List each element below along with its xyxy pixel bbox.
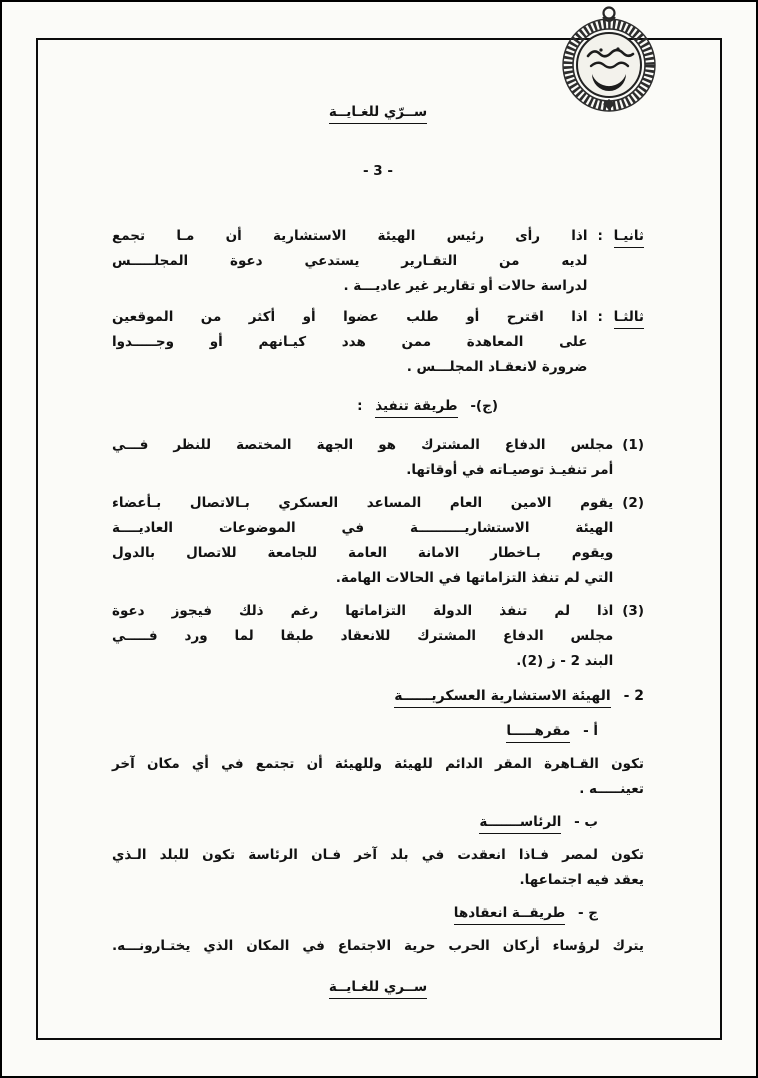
classification-bottom <box>112 975 644 1000</box>
classification-top-text: ســرّي للغـايــة <box>329 104 427 124</box>
text-line: ويقوم بـاخطار الامانة العامة للجامعة للاتصال بالدول <box>112 545 614 561</box>
advisory-body-heading-prefix: 2 - <box>623 688 644 704</box>
text-line: مجلس الدفاع المشترك للانعقاد طبقا لما ورد فـــــي <box>112 628 614 644</box>
clause-third-separator: : <box>597 309 603 325</box>
subsection-a-paragraph <box>112 752 644 802</box>
text-line: على المعاهدة ممن هدد كيـانهم أو وجـــــدوا <box>112 334 588 350</box>
text-line: اذا اقترح أو طلب عضوا أو أكثر من الموقعين <box>112 309 588 325</box>
subsection-c-paragraph <box>112 934 644 959</box>
text-line: التي لم تنفذ التزاماتها في الحالات الهامة. <box>335 570 614 586</box>
method-item-1 <box>112 433 644 483</box>
advisory-body-heading <box>112 684 644 709</box>
clause-second-body <box>112 224 587 299</box>
arab-league-seal-icon <box>560 4 658 112</box>
method-item-2 <box>112 491 644 591</box>
method-item-2-number: (2) <box>622 495 644 511</box>
subsection-c-prefix: ج - <box>577 905 598 921</box>
subsection-a-prefix: أ - <box>583 723 598 739</box>
clause-second-label-text: ثانيـا <box>614 228 644 248</box>
text-line: ضرورة لانعقـاد المجلـــس . <box>406 359 588 375</box>
method-item-1-number: (1) <box>622 437 644 453</box>
clause-third-body <box>112 305 587 380</box>
method-heading-suffix: : <box>357 398 363 414</box>
text-line: مجلس الدفاع المشترك هو الجهة المختصة للنظر فـــي <box>112 437 614 453</box>
method-item-2-body <box>112 491 613 591</box>
subsection-c-title: طريقــة انعقادها <box>454 905 565 925</box>
text-line: الهيئة الاستشاريــــــــــة في الموضوعات العاديــــة <box>112 520 614 536</box>
method-heading-prefix: (ج)- <box>470 398 498 414</box>
method-item-3-body <box>112 599 613 674</box>
page-number: - 3 - <box>362 163 394 179</box>
subsection-c-heading <box>112 901 644 926</box>
text-line: يترك لرؤساء أركان الحرب حرية الاجتماع في المكان الذي يختـارونـــه. <box>112 938 644 954</box>
text-line: لديه من التقـارير يستدعي دعوة المجلـــــس <box>112 253 588 269</box>
clause-second <box>112 224 644 299</box>
text-line: يقوم الامين العام المساعد العسكري بـالاتصال بـأعضاء <box>112 495 614 511</box>
advisory-body-heading-title: الهيئة الاستشارية العسكريــــــة <box>394 688 611 708</box>
document-body <box>112 100 644 1000</box>
clause-second-separator: : <box>597 228 603 244</box>
subsection-b-prefix: ب - <box>574 814 598 830</box>
text-line: البند 2 - ز (2). <box>516 653 614 669</box>
subsection-b-title: الرئاســـــــة <box>479 814 561 834</box>
method-section-heading <box>112 394 644 419</box>
clause-second-label <box>597 224 644 299</box>
subsection-b-paragraph <box>112 843 644 893</box>
method-item-3-number: (3) <box>622 603 644 619</box>
text-line: اذا لم تنفذ الدولة التزاماتها رغم ذلك فيجوز دعوة <box>112 603 614 619</box>
text-line: يعقد فيه اجتماعها. <box>519 872 644 888</box>
subsection-a-title: مقرهـــــا <box>506 723 570 743</box>
text-line: تعينـــــه . <box>579 781 644 797</box>
text-line: تكون القـاهرة المقر الدائم للهيئة وللهيئة أن تجتمع في أي مكان آخر <box>112 756 644 772</box>
clause-third <box>112 305 644 380</box>
clause-third-label <box>597 305 644 380</box>
classification-top <box>112 100 644 125</box>
text-line: اذا رأى رئيس الهيئة الاستشارية أن مـا تجمع <box>112 228 588 244</box>
clause-third-label-text: ثالثـا <box>614 309 644 329</box>
subsection-b-heading <box>112 810 644 835</box>
method-heading-title: طريقة تنفيذ <box>375 398 457 418</box>
method-item-3 <box>112 599 644 674</box>
text-line: تكون لمصر فـاذا انعقدت في بلد آخر فـان الرئاسة تكون للبلد الـذي <box>112 847 644 863</box>
text-line: أمر تنفيـذ توصيـاته في أوقاتها. <box>406 462 614 478</box>
subsection-a-heading <box>112 719 644 744</box>
text-line: لدراسة حالات أو تقارير غير عاديـــة . <box>343 278 588 294</box>
method-item-1-body <box>112 433 613 483</box>
classification-bottom-text: ســري للغـايــة <box>329 979 427 999</box>
